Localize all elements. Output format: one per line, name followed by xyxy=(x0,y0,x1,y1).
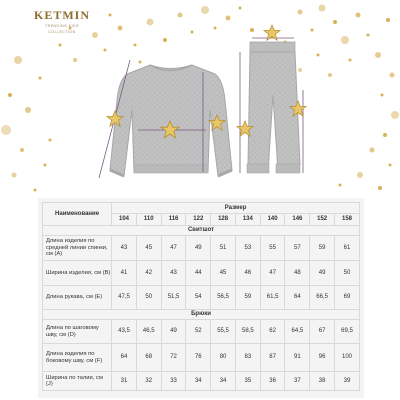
value-cell: 33 xyxy=(161,372,186,391)
brand-tagline-2: COLLECTION xyxy=(48,29,76,34)
value-cell: 42 xyxy=(136,261,161,286)
value-cell: 68 xyxy=(136,344,161,372)
value-cell: 62 xyxy=(260,320,285,344)
value-cell: 49 xyxy=(310,261,335,286)
size-cell: 140 xyxy=(260,214,285,226)
value-cell: 66,5 xyxy=(310,286,335,310)
value-cell: 34 xyxy=(186,372,211,391)
size-table xyxy=(42,202,360,391)
size-cell: 104 xyxy=(112,214,137,226)
size-cell: 122 xyxy=(186,214,211,226)
row-label: Длина рукава, см (Е) xyxy=(43,286,112,310)
row-label: Длина изделия по боковому шву, см (F) xyxy=(43,344,112,372)
value-cell: 48 xyxy=(285,261,310,286)
size-cell: 110 xyxy=(136,214,161,226)
value-cell: 39 xyxy=(335,372,360,391)
value-cell: 47,5 xyxy=(112,286,137,310)
row-label: Ширина по талии, см (J) xyxy=(43,372,112,391)
value-cell: 36 xyxy=(260,372,285,391)
value-cell: 58,5 xyxy=(235,320,260,344)
value-cell: 51,5 xyxy=(161,286,186,310)
table-row xyxy=(43,372,360,391)
table-row xyxy=(43,344,360,372)
brand-tagline-1: TRENDING KIDS xyxy=(45,24,79,28)
value-cell: 54 xyxy=(186,286,211,310)
value-cell: 41 xyxy=(112,261,137,286)
value-cell: 80 xyxy=(211,344,236,372)
value-cell: 44 xyxy=(186,261,211,286)
value-cell: 76 xyxy=(186,344,211,372)
size-cell: 158 xyxy=(335,214,360,226)
size-cell: 146 xyxy=(285,214,310,226)
value-cell: 52 xyxy=(186,320,211,344)
size-cell: 152 xyxy=(310,214,335,226)
value-cell: 61 xyxy=(335,236,360,261)
value-cell: 46 xyxy=(235,261,260,286)
value-cell: 46,5 xyxy=(136,320,161,344)
value-cell: 59 xyxy=(235,286,260,310)
section-title: Брюки xyxy=(43,310,360,320)
value-cell: 56,5 xyxy=(211,286,236,310)
value-cell: 67 xyxy=(310,320,335,344)
row-label: Длина по шаговому шву, см (D) xyxy=(43,320,112,344)
value-cell: 51 xyxy=(211,236,236,261)
value-cell: 43 xyxy=(112,236,137,261)
name-column-header: Наименование xyxy=(43,203,112,226)
section-row-pants xyxy=(43,310,360,320)
value-cell: 35 xyxy=(235,372,260,391)
value-cell: 32 xyxy=(136,372,161,391)
value-cell: 31 xyxy=(112,372,137,391)
value-cell: 37 xyxy=(285,372,310,391)
value-cell: 64 xyxy=(112,344,137,372)
value-cell: 50 xyxy=(136,286,161,310)
value-cell: 55,5 xyxy=(211,320,236,344)
value-cell: 55 xyxy=(260,236,285,261)
section-row-sweatshirt xyxy=(43,226,360,236)
size-cell: 128 xyxy=(211,214,236,226)
value-cell: 64,5 xyxy=(285,320,310,344)
row-label: Ширина изделия, см (В) xyxy=(43,261,112,286)
value-cell: 45 xyxy=(136,236,161,261)
sizes-header: Размер xyxy=(112,203,360,214)
value-cell: 57 xyxy=(285,236,310,261)
value-cell: 59 xyxy=(310,236,335,261)
value-cell: 72 xyxy=(161,344,186,372)
table-row xyxy=(43,286,360,310)
value-cell: 69 xyxy=(335,286,360,310)
table-row xyxy=(43,261,360,286)
value-cell: 64 xyxy=(285,286,310,310)
value-cell: 43 xyxy=(161,261,186,286)
section-title: Свитшот xyxy=(43,226,360,236)
value-cell: 43,5 xyxy=(112,320,137,344)
value-cell: 38 xyxy=(310,372,335,391)
brand-name: KETMIN xyxy=(33,8,90,22)
value-cell: 47 xyxy=(260,261,285,286)
value-cell: 100 xyxy=(335,344,360,372)
value-cell: 49 xyxy=(186,236,211,261)
value-cell: 49 xyxy=(161,320,186,344)
value-cell: 50 xyxy=(335,261,360,286)
value-cell: 47 xyxy=(161,236,186,261)
value-cell: 96 xyxy=(310,344,335,372)
value-cell: 83 xyxy=(235,344,260,372)
value-cell: 53 xyxy=(235,236,260,261)
size-cell: 116 xyxy=(161,214,186,226)
value-cell: 61,5 xyxy=(260,286,285,310)
value-cell: 45 xyxy=(211,261,236,286)
value-cell: 69,5 xyxy=(335,320,360,344)
value-cell: 87 xyxy=(260,344,285,372)
table-row xyxy=(43,320,360,344)
table-row xyxy=(43,236,360,261)
value-cell: 34 xyxy=(211,372,236,391)
value-cell: 91 xyxy=(285,344,310,372)
size-cell: 134 xyxy=(235,214,260,226)
row-label: Длина изделия по средней линии спинки, см (А) xyxy=(43,236,112,261)
